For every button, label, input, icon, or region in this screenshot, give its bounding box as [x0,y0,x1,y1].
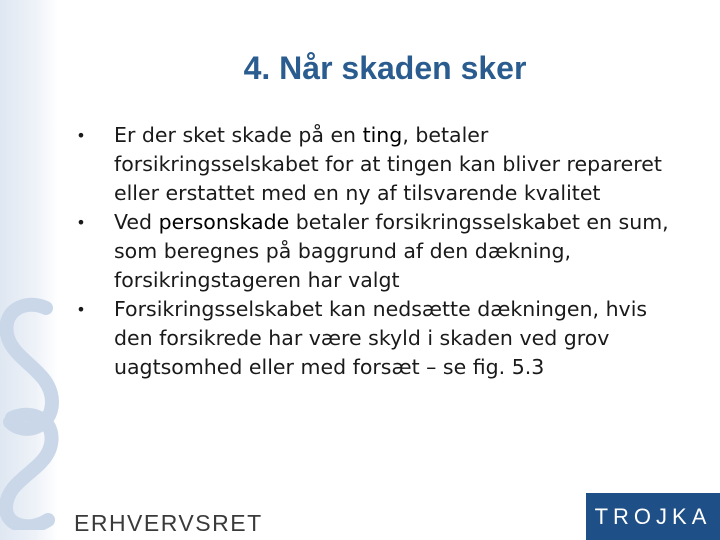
bullet-text-before: Er der sket skade på en [114,123,363,147]
logo-text: TROJKA [594,504,712,529]
bullet-marker: • [76,213,86,232]
bullet-marker: • [76,300,86,319]
bullet-marker: • [76,126,86,145]
bullet-text-strong: ting [362,123,403,147]
bullet-text-before: Ved [114,210,159,234]
bullet-text-after: betaler forsikringsselskabet en sum, som beregnes på baggrund af den dækning, forsikringstageren har valgt [114,210,669,292]
bullet-text-strong: personskade [158,210,290,234]
slide-title: 4. Når skaden sker [243,50,527,86]
footer-label: ERHVERVSRET [74,510,263,536]
bullet-text-after: , betaler forsikringsselskabet for at tingen kan bliver repareret eller erstattet med en ny af tilsvarende kvalitet [114,123,662,205]
bullet-list [62,121,692,382]
section-sign-icon [0,290,64,530]
trojka-logo [586,493,720,540]
bullet-item-nedsaettelse [62,295,692,382]
bullet-item-ting [62,121,692,208]
bullet-item-personskade [62,208,692,295]
bullet-text-before: Forsikringsselskabet kan nedsætte dækningen, hvis den forsikrede har være skyld i skaden ved grov uagtsomhed eller med forsæt – se fig. 5.3 [114,297,648,379]
